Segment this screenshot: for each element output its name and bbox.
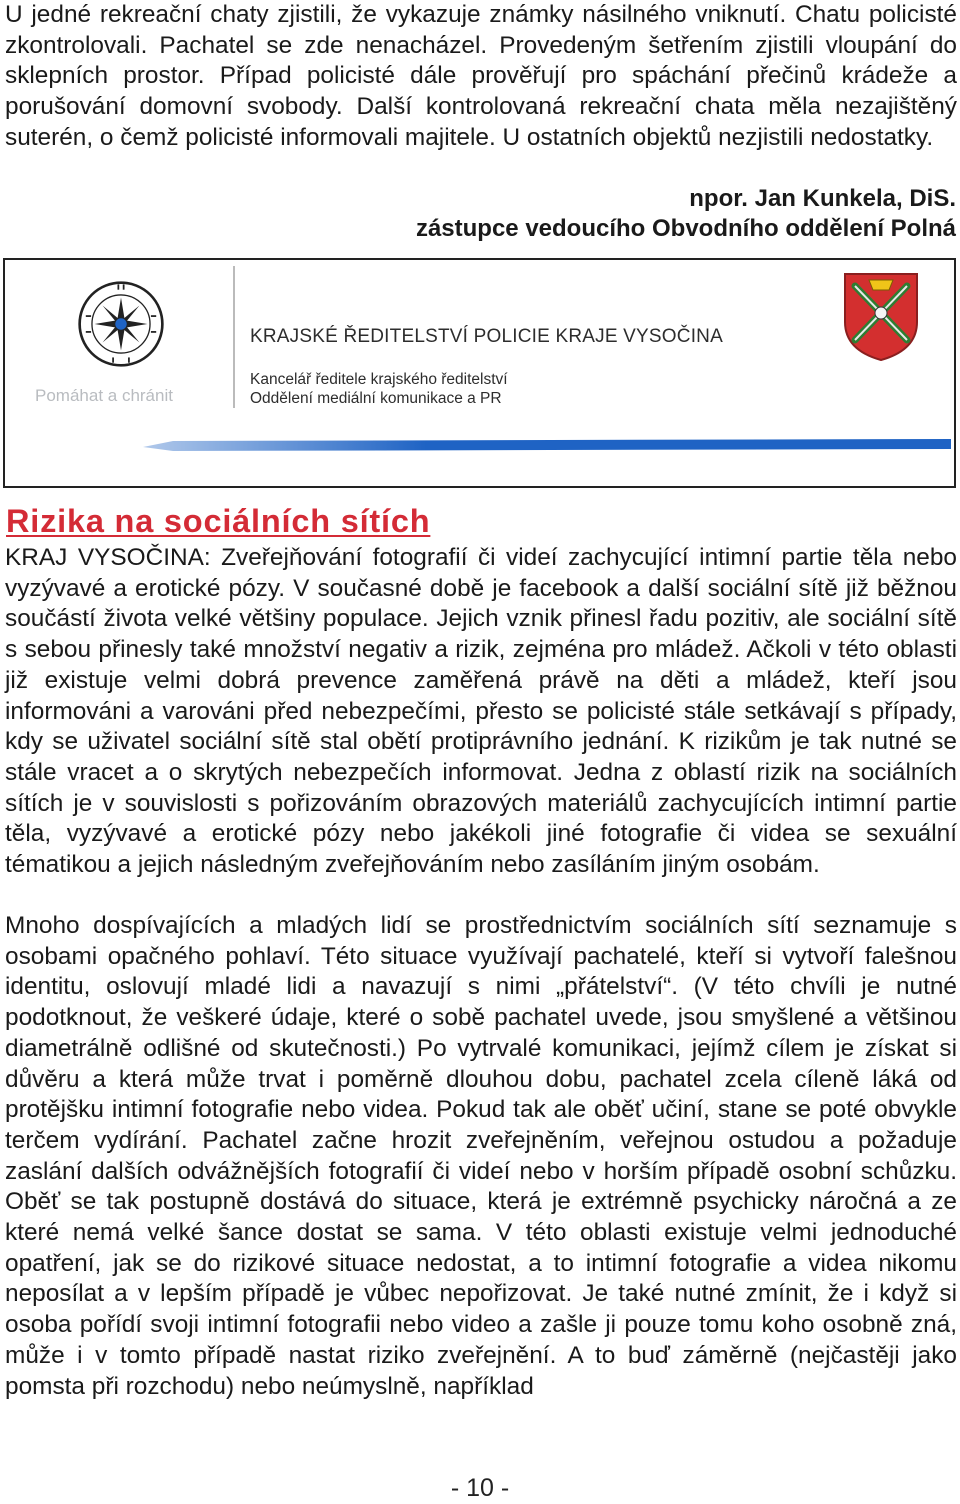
article-heading: Rizika na sociálních sítích (6, 503, 431, 539)
article-paragraph-1: KRAJ VYSOČINA: Zveřejňování fotografií či videí zachycující intimní partie těla nebo vyzývavé a erotické pózy. V současné době je facebook a další sociální sítě již běžnou součástí života velké většiny populace. Jejich vznik přinesl řadu pozitiv, ale sociální sítě s sebou přinesly také množství negativ a rizik, zejména pro mládež. Ačkoli v této oblasti již existuje velmi dobrá prevence zaměřená právě na děti a mládež, kteří jsou informováni a varováni před nebezpečími, přesto se policisté stále setkávají s případy, kdy se uživatel sociální sítě stal obětí protiprávního jednání. K rizikům je tak nutné se stále vracet a o skrytých nebezpečích informovat. Jedna z oblastí rizik na sociálních sítích je v souvislosti s pořizováním obrazových materiálů zachycujících intimní partie těla, vyzývavé a erotické pózy nebo jakékoli jiné fotografie či videa se sexuální tématikou a jejich následným zveřejňováním nebo zasíláním jiným osobám. (5, 544, 957, 879)
banner-motto: Pomáhat a chránit (35, 386, 173, 405)
banner-office-line-2: Oddělení mediální komunikace a PR (250, 390, 502, 407)
banner-blue-stripe (143, 435, 951, 455)
vysocina-crest-icon (841, 270, 921, 362)
banner-divider (233, 266, 235, 408)
signature-role: zástupce vedoucího Obvodního oddělení Polná (415, 215, 956, 242)
top-paragraph: U jedné rekreační chaty zjistili, že vykazuje známky násilného vniknutí. Chatu policisté zkontrolovali. Pachatel se zde nenacházel. Provedeným šetřením zjistili vloupání do sklepních prostor. Případ policisté dále prověřují pro spáchání přečinů krádeže a porušování domovní svobody. Další kontrolovaná rekreační chata měla nezajištěný suterén, o čemž policisté informovali majitele. U ostatních objektů nezjistili nedostatky. (5, 1, 957, 151)
police-seal-icon (77, 280, 165, 368)
police-banner (3, 258, 956, 488)
page-number: - 10 - (450, 1474, 510, 1502)
signature-name: npor. Jan Kunkela, DiS. (689, 185, 956, 212)
banner-department-title: KRAJSKÉ ŘEDITELSTVÍ POLICIE KRAJE VYSOČINA (250, 326, 723, 347)
banner-office-line-1: Kancelář ředitele krajského ředitelství (250, 371, 508, 388)
article-paragraph-2: Mnoho dospívajících a mladých lidí se prostřednictvím sociálních sítí seznamuje s osobami opačného pohlaví. Této situace využívají pachatelé, kteří si vytvoří falešnou identitu, oslovují mladé lidi a navazují s nimi „přátelství“. (V této chvíli je nutné podotknout, že veškeré údaje, které o sobě pachatel uvede, jsou smyšlené a většinou diametrálně odlišné od skutečnosti.) Po vytrvalé komunikaci, jejímž cílem je získat si důvěru a která může trvat i poměrně dlouhou dobu, pachatel zcela cíleně láká od protějšku intimní fotografie nebo videa. Pokud tak ale oběť učiní, stane se poté obvykle terčem vydírání. Pachatel začne hrozit zveřejněním, veřejnou ostudou a požaduje zaslání dalších odvážnějších fotografií či videí nebo v horším případě osobní schůzku. Oběť se tak postupně dostává do situace, která je extrémně psychicky náročná a ze které nemá velké šance dostat se sama. V této oblasti existuje velmi jednoduché opatření, jak se do rizikové situace nedostat, a to intimní fotografie a videa nikomu neposílat a v lepším případě je vůbec nepořizovat. Je také nutné zmínit, že i když si osoba pořídí svoji intimní fotografii nebo video a zašle ji pouze tomu koho osobně zná, může i v tomto případě nastat riziko zveřejnění. A to buď záměrně (nejčastěji jako pomsta při rozchodu) nebo neúmyslně, například (5, 912, 957, 1400)
